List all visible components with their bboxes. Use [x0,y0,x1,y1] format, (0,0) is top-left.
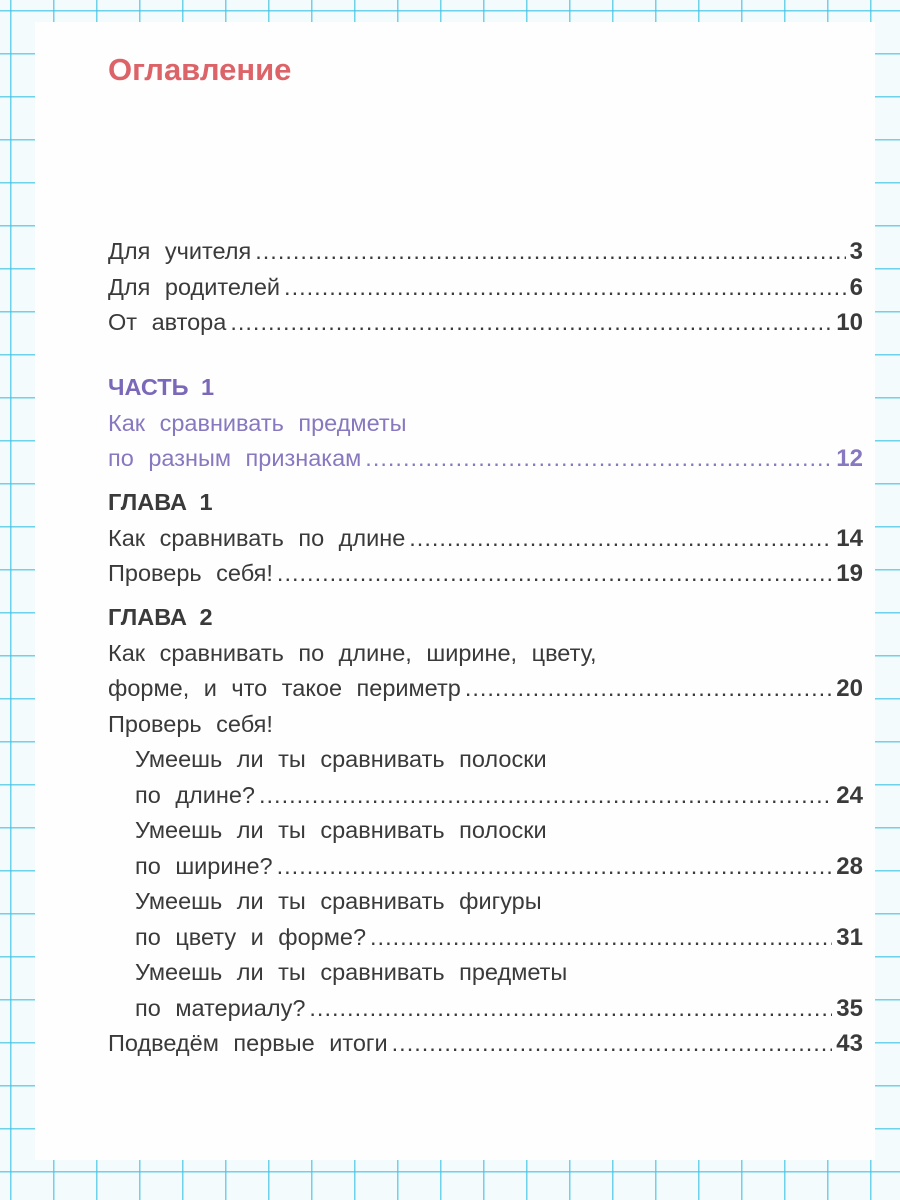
dot-leader [277,556,832,592]
dot-leader [255,234,845,270]
entry-label: по длине? [135,781,255,808]
toc-entry[interactable] [108,778,863,814]
part-title[interactable]: Как сравнивать предметы [108,409,407,436]
page-number: 3 [849,238,863,265]
page-number: 20 [836,675,863,702]
dot-leader [365,441,832,477]
dot-leader [392,1026,833,1062]
entry-label: Для учителя [108,238,252,264]
entry-label[interactable]: Как сравнивать по длине, ширине, цвету, [108,639,597,666]
chapter-heading: ГЛАВА 1 [108,488,213,515]
entry-label: по разным признакам [108,445,362,471]
page-number: 14 [836,524,863,552]
entry-label: по цвету и форме? [135,923,367,950]
page-number: 19 [836,560,863,587]
dot-leader [465,671,832,707]
entry-label[interactable]: Умеешь ли ты сравнивать предметы [135,959,568,985]
toc-entry[interactable] [108,849,863,885]
page-number: 10 [836,309,863,336]
entry-label: Для родителей [108,273,281,300]
entry-label: Проверь себя! [108,560,273,586]
page-number: 6 [849,273,863,301]
page-number: 12 [836,445,863,472]
table-of-contents [108,234,863,1062]
toc-entry[interactable] [108,671,863,707]
toc-entry[interactable] [108,1026,863,1062]
toc-entry[interactable] [108,234,863,270]
page-number: 31 [836,923,863,951]
dot-leader [259,778,832,814]
page-number: 35 [836,994,863,1022]
toc-entry[interactable] [108,441,863,477]
entry-label: Проверь себя! [108,710,273,737]
entry-label[interactable]: Умеешь ли ты сравнивать полоски [135,746,547,772]
entry-label: по материалу? [135,994,306,1021]
page-number: 43 [836,1030,863,1057]
dot-leader [230,305,832,341]
part-heading: ЧАСТЬ 1 [108,373,215,400]
entry-label[interactable]: Умеешь ли ты сравнивать полоски [135,817,547,843]
entry-label: по ширине? [135,852,273,879]
dot-leader [409,521,832,557]
dot-leader [284,270,846,306]
chapter-heading: ГЛАВА 2 [108,603,213,630]
toc-entry[interactable] [108,556,863,592]
entry-label: Подведём первые итоги [108,1030,388,1056]
page-title: Оглавление [108,52,292,87]
page-panel [35,22,875,1160]
toc-entry[interactable] [108,521,863,557]
dot-leader [277,849,833,885]
toc-entry[interactable] [108,305,863,341]
entry-label: форме, и что такое периметр [108,675,461,701]
toc-entry[interactable] [108,920,863,956]
page-number: 28 [836,852,863,880]
entry-label: От автора [108,309,227,335]
dot-leader [370,920,832,956]
toc-entry[interactable] [108,991,863,1027]
entry-label: Как сравнивать по длине [108,524,406,551]
entry-label[interactable]: Умеешь ли ты сравнивать фигуры [135,888,542,914]
dot-leader [309,991,832,1027]
page-number: 24 [836,781,863,809]
toc-entry[interactable] [108,270,863,306]
